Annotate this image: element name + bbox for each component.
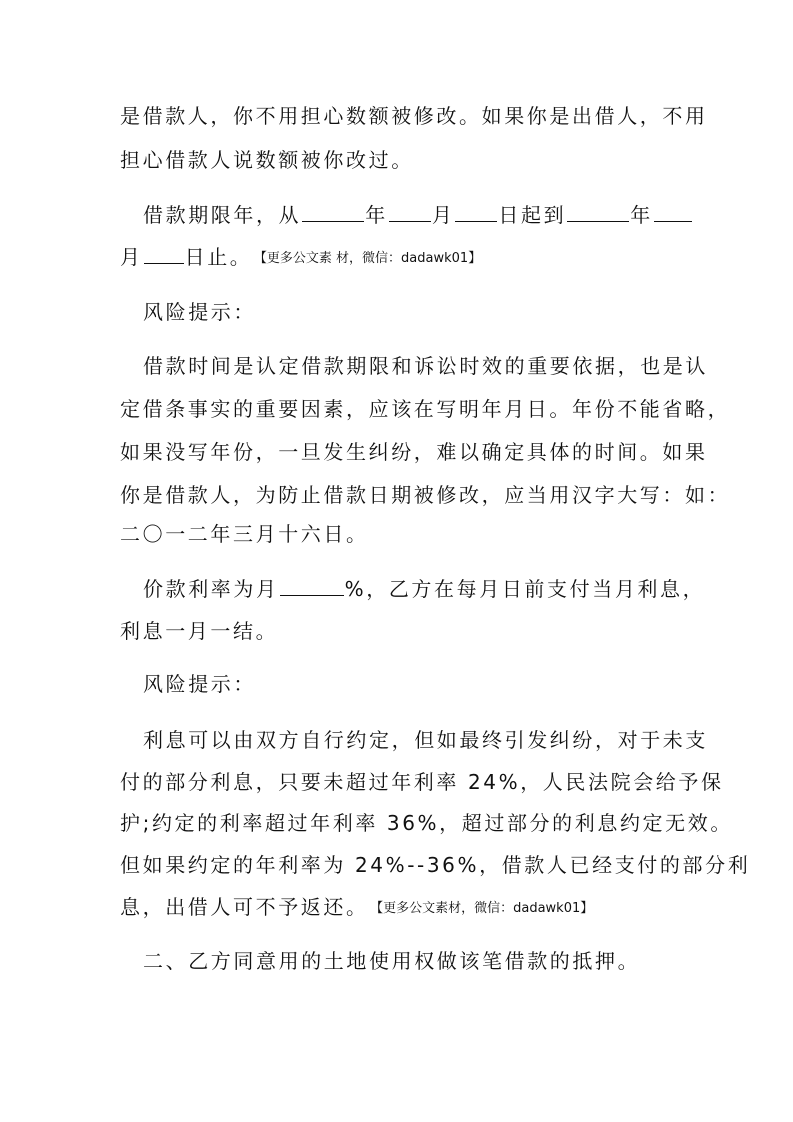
paragraph-line: 你是借款人，为防止借款日期被修改，应当用汉字大写：如： [120, 483, 731, 507]
paragraph-line: 是借款人，你不用担心数额被修改。如果你是出借人，不用 [120, 104, 708, 128]
watermark-note: 【更多公文素材，微信：dadawk01】 [376, 901, 594, 916]
end-month-blank[interactable] [654, 201, 692, 222]
rate-blank[interactable] [280, 575, 344, 596]
paragraph-line: 二、乙方同意用的土地使用权做该笔借款的抵押。 [143, 949, 641, 973]
watermark-note: 【更多公文素 材，微信：dadawk01】 [260, 251, 482, 266]
paragraph-line: 如果没写年份，一旦发生纠纷，难以确定具体的时间。如果 [120, 440, 708, 464]
end-year-blank[interactable] [567, 201, 629, 222]
loan-term-text: 月 [431, 203, 455, 227]
loan-term-text: 借款期限年，从 [143, 203, 302, 227]
paragraph-line: 护;约定的利率超过年利率 36%，超过部分的利息约定无效。 [120, 811, 733, 835]
loan-term-text: 年 [630, 203, 653, 227]
day-blank[interactable] [455, 201, 497, 222]
paragraph-line: 担心借款人说数额被你改过。 [120, 148, 414, 172]
paragraph-line: 定借条事实的重要因素，应该在写明年月日。年份不能省略， [120, 397, 731, 421]
loan-term-line [143, 201, 680, 229]
loan-term-line-2 [120, 243, 680, 273]
paragraph-line-with-note [120, 893, 680, 923]
risk-heading: 风险提示： [143, 300, 256, 324]
interest-line [143, 575, 706, 603]
risk-heading: 风险提示： [143, 672, 256, 696]
loan-term-text: 月 [120, 245, 143, 269]
paragraph-line: 付的部分利息，只要未超过年利率 24%，人民法院会给予保 [120, 770, 724, 794]
paragraph-line: 二〇一二年三月十六日。 [120, 522, 369, 546]
year-blank[interactable] [302, 201, 364, 222]
loan-term-text: 年 [365, 203, 388, 227]
paragraph-text: 息，出借人可不予返还。 [120, 895, 369, 919]
end-day-blank[interactable] [144, 243, 184, 264]
loan-term-text: 日止。 [184, 245, 253, 269]
loan-term-text: 日起到 [498, 203, 567, 227]
paragraph-line: 利息可以由双方自行约定，但如最终引发纠纷，对于未支 [143, 728, 708, 752]
interest-text: 价款利率为月 [143, 577, 279, 601]
paragraph-line: 借款时间是认定借款期限和诉讼时效的重要依据，也是认 [143, 354, 708, 378]
paragraph-line: 但如果约定的年利率为 24%--36%，借款人已经支付的部分利 [120, 853, 751, 877]
interest-text: %，乙方在每月日前支付当月利息， [344, 577, 706, 601]
paragraph-line: 利息一月一结。 [120, 619, 279, 643]
month-blank[interactable] [389, 201, 431, 222]
